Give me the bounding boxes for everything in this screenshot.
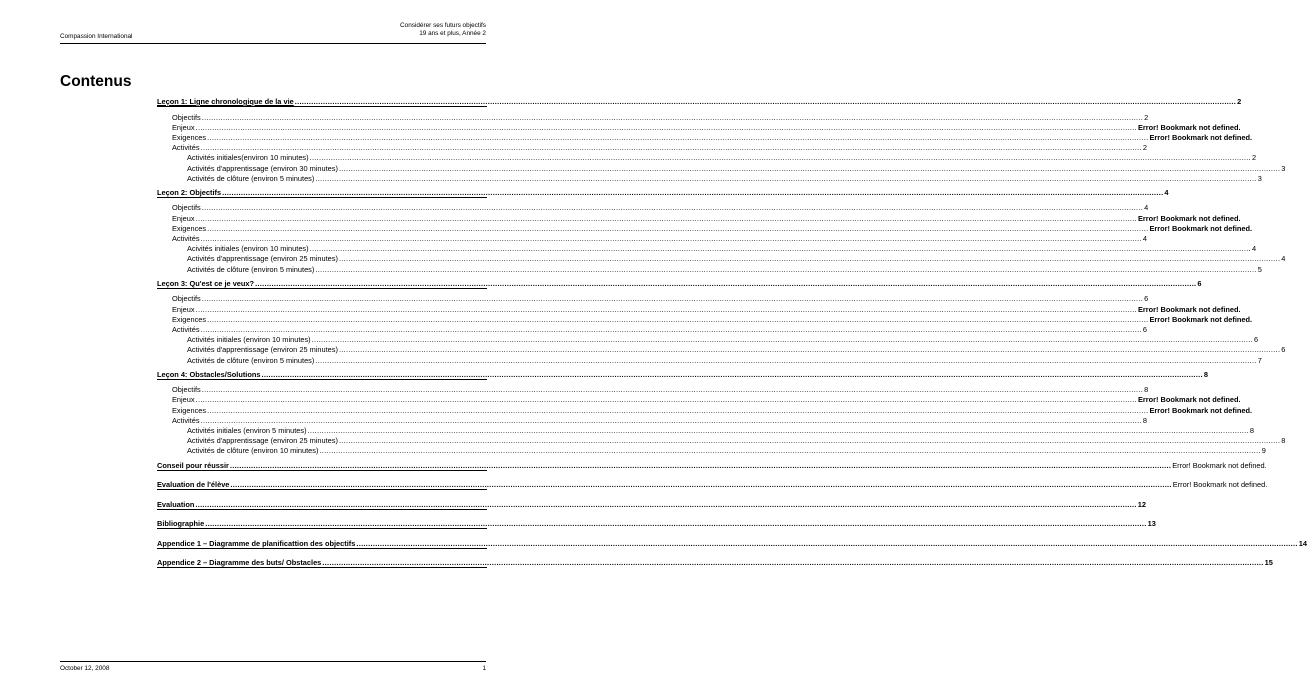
- toc-entry-label: Activités initiales (environ 10 minutes): [187, 335, 311, 345]
- toc-entry[interactable]: [157, 223, 1253, 233]
- toc-entry[interactable]: [157, 394, 1241, 405]
- toc-entry-label: Objectifs: [172, 112, 201, 122]
- toc-entry-label: Objectifs: [172, 294, 201, 304]
- toc-entry-label: Bibliographie: [157, 519, 205, 529]
- toc-entry-page: 3: [1257, 173, 1262, 183]
- toc-entry-page: 7: [1257, 355, 1262, 365]
- toc-entry[interactable]: [157, 187, 1169, 197]
- toc-entry[interactable]: [157, 278, 1202, 288]
- toc-entry-page: 8: [1203, 369, 1208, 379]
- toc-entry-page: 6: [1144, 294, 1149, 304]
- toc-leader-dots: ................................................................................................................................................................................................................................................................................................................................................................................................................: [338, 163, 1281, 173]
- toc-entry-label: Activités: [172, 324, 200, 334]
- toc-entry-label: Enjeux: [172, 213, 195, 223]
- toc-section-rule: [157, 528, 487, 529]
- toc-entry-label: Activités initiales (environ 5 minutes): [187, 426, 307, 435]
- toc-leader-dots: ................................................................................................................................................................................................................................................................................................................................................................................................................: [315, 173, 1257, 183]
- toc-entry-page: Error! Bookmark not defined.: [1149, 132, 1253, 142]
- toc-entry[interactable]: [157, 518, 1156, 529]
- toc-entry-label: Activités de clôture (environ 5 minutes): [187, 264, 315, 274]
- toc-entry[interactable]: [157, 202, 1149, 213]
- toc-entry-label: Activités de clôture (environ 5 minutes): [187, 355, 315, 365]
- toc-entry-page: 8: [1281, 436, 1286, 446]
- toc-section-rule: [157, 567, 487, 568]
- toc-leader-dots: ................................................................................................................................................................................................................................................................................................................................................................................................................: [338, 345, 1281, 355]
- toc-entry-label: Exigences: [172, 405, 207, 415]
- toc-entry-label: Activités de clôture (environ 10 minutes): [187, 446, 319, 456]
- toc-entry[interactable]: [157, 445, 1266, 456]
- toc-leader-dots: ................................................................................................................................................................................................................................................................................................................................................................................................................: [200, 324, 1142, 334]
- toc-entry-page: 8: [1144, 385, 1149, 395]
- page-header: [60, 22, 486, 44]
- toc-entry-label: Leçon 3: Qu'est ce je veux?: [157, 278, 255, 288]
- toc-entry[interactable]: [157, 233, 1147, 243]
- toc-leader-dots: ................................................................................................................................................................................................................................................................................................................................................................................................................: [200, 234, 1142, 243]
- toc-entry-page: Error! Bookmark not defined.: [1137, 304, 1241, 314]
- toc-section-rule: [157, 288, 487, 289]
- toc-entry-label: Activités d'apprentissage (environ 25 minutes): [187, 345, 338, 355]
- toc-leader-dots: ................................................................................................................................................................................................................................................................................................................................................................................................................: [309, 153, 1251, 163]
- toc-leader-dots: ................................................................................................................................................................................................................................................................................................................................................................................................................: [200, 143, 1142, 153]
- toc-entry-page: Error! Bookmark not defined.: [1149, 314, 1253, 324]
- toc-leader-dots: ................................................................................................................................................................................................................................................................................................................................................................................................................: [261, 369, 1203, 379]
- toc-entry-page: Error! Bookmark not defined.: [1172, 480, 1268, 490]
- toc-leader-dots: ................................................................................................................................................................................................................................................................................................................................................................................................................: [205, 519, 1147, 529]
- toc-entry-label: Activités: [172, 415, 200, 425]
- toc-entry[interactable]: [157, 243, 1257, 254]
- toc-entry-page: 3: [1281, 163, 1286, 173]
- toc-entry[interactable]: [157, 304, 1241, 314]
- toc-entry-page: 4: [1251, 244, 1257, 254]
- toc-leader-dots: ................................................................................................................................................................................................................................................................................................................................................................................................................: [201, 112, 1144, 122]
- toc-entry-page: 13: [1147, 519, 1156, 529]
- toc-leader-dots: ................................................................................................................................................................................................................................................................................................................................................................................................................: [207, 314, 1149, 324]
- toc-section-rule: [157, 509, 487, 510]
- toc-entry-page: Error! Bookmark not defined.: [1149, 405, 1253, 415]
- toc-entry[interactable]: [157, 293, 1149, 304]
- toc-entry[interactable]: [157, 499, 1146, 509]
- toc-entry-page: 4: [1142, 234, 1147, 243]
- toc-leader-dots: ................................................................................................................................................................................................................................................................................................................................................................................................................: [309, 244, 1251, 254]
- toc-leader-dots: ................................................................................................................................................................................................................................................................................................................................................................................................................: [319, 446, 1261, 456]
- toc-entry-label: Appendice 1 – Diagramme de planificattion des objectifs: [157, 538, 356, 548]
- toc-entry[interactable]: [157, 163, 1286, 173]
- toc-entry-page: Error! Bookmark not defined.: [1149, 223, 1253, 233]
- toc-leader-dots: ................................................................................................................................................................................................................................................................................................................................................................................................................: [255, 278, 1197, 288]
- toc-entry[interactable]: [157, 355, 1262, 365]
- toc-entry[interactable]: [157, 152, 1257, 163]
- toc-entry-label: Activités d'apprentissage (environ 30 minutes): [187, 163, 338, 173]
- header-document-subtitle: 19 ans et plus, Année 2: [419, 30, 486, 37]
- toc-entry-page: 8: [1142, 415, 1147, 425]
- toc-entry-page: 4: [1144, 203, 1149, 213]
- toc-entry-label: Exigences: [172, 314, 207, 324]
- toc-leader-dots: ................................................................................................................................................................................................................................................................................................................................................................................................................: [201, 385, 1144, 395]
- toc-leader-dots: ................................................................................................................................................................................................................................................................................................................................................................................................................: [195, 304, 1137, 314]
- toc-entry-label: Leçon 2: Objectifs: [157, 187, 222, 197]
- toc-leader-dots: ................................................................................................................................................................................................................................................................................................................................................................................................................: [195, 395, 1137, 405]
- toc-entry[interactable]: [157, 557, 1273, 568]
- toc-section-rule: [157, 379, 487, 380]
- toc-entry-label: Exigences: [172, 223, 207, 233]
- toc-leader-dots: ................................................................................................................................................................................................................................................................................................................................................................................................................: [207, 132, 1149, 142]
- toc-leader-dots: ................................................................................................................................................................................................................................................................................................................................................................................................................: [294, 97, 1237, 106]
- header-document-info: [400, 22, 486, 38]
- toc-section-rule: [157, 197, 487, 198]
- toc-entry-page: 2: [1142, 143, 1147, 153]
- toc-entry[interactable]: [157, 334, 1259, 345]
- toc-leader-dots: ................................................................................................................................................................................................................................................................................................................................................................................................................: [338, 254, 1281, 264]
- toc-entry[interactable]: [157, 369, 1208, 379]
- toc-entry[interactable]: [157, 173, 1262, 183]
- toc-entry-label: Evaluation de l'élève: [157, 480, 230, 490]
- toc-leader-dots: ................................................................................................................................................................................................................................................................................................................................................................................................................: [201, 203, 1144, 213]
- toc-entry[interactable]: [157, 253, 1286, 264]
- toc-entry-page: 2: [1237, 97, 1242, 106]
- footer-date: October 12, 2008: [60, 665, 110, 672]
- toc-entry[interactable]: [157, 213, 1241, 223]
- toc-entry[interactable]: [157, 538, 1307, 548]
- toc-entry-page: 4: [1281, 254, 1286, 264]
- toc-entry[interactable]: [157, 132, 1253, 142]
- toc-leader-dots: ................................................................................................................................................................................................................................................................................................................................................................................................................: [311, 335, 1253, 345]
- header-organization: Compassion International: [60, 33, 133, 40]
- toc-entry-label: Leçon 1: Ligne chronologique de la vie: [157, 97, 294, 106]
- toc-entry-label: Activités de clôture (environ 5 minutes): [187, 173, 315, 183]
- toc-section-rule: [157, 548, 487, 549]
- toc-entry-page: Error! Bookmark not defined.: [1137, 395, 1241, 405]
- toc-entry-label: Activités: [172, 234, 200, 243]
- toc-entry[interactable]: [157, 314, 1253, 324]
- footer-rule: [60, 661, 486, 662]
- toc-entry[interactable]: [157, 384, 1149, 395]
- toc-entry[interactable]: [157, 324, 1147, 334]
- toc-entry-page: 5: [1257, 264, 1262, 274]
- toc-entry[interactable]: [157, 344, 1286, 355]
- toc-entry-label: Activités: [172, 143, 200, 153]
- toc-entry-label: Exigences: [172, 132, 207, 142]
- toc-entry-page: Error! Bookmark not defined.: [1137, 213, 1241, 223]
- toc-leader-dots: ................................................................................................................................................................................................................................................................................................................................................................................................................: [307, 426, 1249, 435]
- header-rule: [60, 43, 486, 44]
- toc-entry[interactable]: [157, 264, 1262, 274]
- toc-entry-label: Appendice 2 – Diagramme des buts/ Obstacles: [157, 558, 322, 568]
- toc-entry-label: Enjeux: [172, 304, 195, 314]
- toc-entry-label: Enjeux: [172, 395, 195, 405]
- toc-entry-page: 14: [1298, 538, 1307, 548]
- toc-entry-page: 6: [1253, 335, 1259, 345]
- toc-entry-page: Error! Bookmark not defined.: [1137, 122, 1241, 132]
- toc-entry-label: Acivités initiales (environ 10 minutes): [187, 244, 309, 254]
- toc-entry-page: 6: [1142, 324, 1147, 334]
- toc-entry-label: Objectifs: [172, 203, 201, 213]
- toc-entry-page: 4: [1164, 187, 1169, 197]
- toc-entry[interactable]: [157, 142, 1147, 153]
- toc-entry[interactable]: [157, 405, 1253, 415]
- toc-leader-dots: ................................................................................................................................................................................................................................................................................................................................................................................................................: [356, 538, 1298, 548]
- toc-entry[interactable]: [157, 122, 1241, 132]
- toc-entry-label: Activités d'apprentissage (environ 25 minutes): [187, 254, 338, 264]
- toc-leader-dots: ................................................................................................................................................................................................................................................................................................................................................................................................................: [207, 405, 1149, 415]
- toc-entry-label: Conseil pour réussir: [157, 460, 229, 470]
- toc-entry-label: Activités initiales(environ 10 minutes): [187, 153, 309, 163]
- toc-entry-page: 9: [1261, 446, 1266, 456]
- toc-section-rule: [157, 470, 487, 471]
- toc-section-rule: [157, 106, 487, 107]
- toc-entry[interactable]: [157, 460, 1267, 470]
- toc-entry-label: Objectifs: [172, 385, 201, 395]
- toc-section-rule: [157, 489, 487, 490]
- toc-leader-dots: ................................................................................................................................................................................................................................................................................................................................................................................................................: [207, 223, 1149, 233]
- toc-entry-label: Activités d'apprentissage (environ 25 minutes): [187, 436, 338, 446]
- toc-entry-page: 6: [1281, 345, 1286, 355]
- toc-title: Contenus: [60, 73, 132, 90]
- toc-leader-dots: ................................................................................................................................................................................................................................................................................................................................................................................................................: [195, 122, 1137, 132]
- toc-entry-page: 2: [1144, 112, 1149, 122]
- toc-entry[interactable]: [157, 96, 1242, 106]
- toc-entry-page: 8: [1249, 426, 1254, 435]
- toc-leader-dots: ................................................................................................................................................................................................................................................................................................................................................................................................................: [229, 460, 1172, 470]
- toc-leader-dots: ................................................................................................................................................................................................................................................................................................................................................................................................................: [195, 213, 1137, 223]
- toc-leader-dots: ................................................................................................................................................................................................................................................................................................................................................................................................................: [222, 187, 1164, 197]
- toc-entry[interactable]: [157, 435, 1286, 446]
- toc-entry-page: 12: [1137, 499, 1146, 509]
- toc-leader-dots: ................................................................................................................................................................................................................................................................................................................................................................................................................: [315, 355, 1257, 365]
- toc-entry-label: Evaluation: [157, 499, 195, 509]
- toc-leader-dots: ................................................................................................................................................................................................................................................................................................................................................................................................................: [338, 436, 1281, 446]
- toc-leader-dots: ................................................................................................................................................................................................................................................................................................................................................................................................................: [195, 499, 1137, 509]
- toc-entry-page: 15: [1264, 558, 1273, 568]
- toc-entry[interactable]: [157, 415, 1147, 425]
- toc-entry-label: Leçon 4: Obstacles/Solutions: [157, 369, 261, 379]
- toc-entry[interactable]: [157, 425, 1254, 435]
- footer-page-number: 1: [482, 665, 486, 672]
- toc-entry-label: Enjeux: [172, 122, 195, 132]
- header-document-title: Considérer ses futurs objectifs: [400, 22, 486, 29]
- toc-entry[interactable]: [157, 112, 1149, 122]
- toc-leader-dots: ................................................................................................................................................................................................................................................................................................................................................................................................................: [200, 415, 1142, 425]
- toc-leader-dots: ................................................................................................................................................................................................................................................................................................................................................................................................................: [322, 558, 1264, 568]
- toc-entry-page: Error! Bookmark not defined.: [1172, 460, 1267, 470]
- toc-entry-page: 2: [1251, 153, 1257, 163]
- toc-leader-dots: ................................................................................................................................................................................................................................................................................................................................................................................................................: [315, 264, 1257, 274]
- toc-leader-dots: ................................................................................................................................................................................................................................................................................................................................................................................................................: [201, 294, 1144, 304]
- toc-leader-dots: ................................................................................................................................................................................................................................................................................................................................................................................................................: [230, 480, 1172, 490]
- toc-entry-page: 6: [1197, 278, 1202, 288]
- toc-entry[interactable]: [157, 479, 1268, 490]
